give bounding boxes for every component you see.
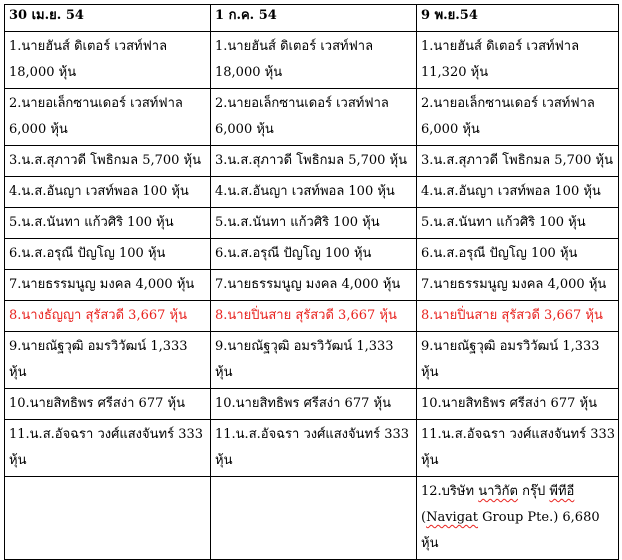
table-row: [5, 389, 619, 420]
table-cell: 7.นายธรรมนูญ มงคล 4,000 หุ้น: [5, 270, 211, 301]
table-cell: 5.น.ส.นันทา แก้วศิริ 100 หุ้น: [417, 208, 619, 239]
table-cell: 3.น.ส.สุภาวดี โพธิกมล 5,700 หุ้น: [5, 146, 211, 177]
table-cell: 7.นายธรรมนูญ มงคล 4,000 หุ้น: [417, 270, 619, 301]
spellcheck-word: นาวิกัต: [478, 484, 518, 499]
table-cell-highlighted: 8.นางธัญญา สุรัสวดี 3,667 หุ้น: [5, 301, 211, 332]
company-line2-prefix: (: [421, 510, 427, 525]
table-row: [5, 208, 619, 239]
table-row: [5, 239, 619, 270]
empty-cell: [211, 477, 417, 560]
table-cell: 6.น.ส.อรุณี ปัญโญ 100 หุ้น: [417, 239, 619, 270]
table-cell: 7.นายธรรมนูญ มงคล 4,000 หุ้น: [211, 270, 417, 301]
table-cell: 9.นายณัฐวุฒิ อมรวิวัฒน์ 1,333 หุ้น: [5, 332, 211, 389]
table-cell: 4.น.ส.อันญา เวสท์พอล 100 หุ้น: [211, 177, 417, 208]
table-row: [5, 332, 619, 389]
table-row: [5, 177, 619, 208]
table-cell: 5.น.ส.นันทา แก้วศิริ 100 หุ้น: [5, 208, 211, 239]
table-cell-highlighted: 8.นายปิ่นสาย สุรัสวดี 3,667 หุ้น: [417, 301, 619, 332]
table-cell: 5.น.ส.นันทา แก้วศิริ 100 หุ้น: [211, 208, 417, 239]
table-cell: 10.นายสิทธิพร ศรีสง่า 677 หุ้น: [211, 389, 417, 420]
table-cell: 2.นายอเล็กซานเดอร์ เวสท์ฟาล 6,000 หุ้น: [5, 89, 211, 146]
table-cell: 1.นายฮันส์ ดิเตอร์ เวสท์ฟาล 11,320 หุ้น: [417, 32, 619, 89]
table-row: [5, 32, 619, 89]
table-cell: 10.นายสิทธิพร ศรีสง่า 677 หุ้น: [5, 389, 211, 420]
table-cell: 4.น.ส.อันญา เวสท์พอล 100 หุ้น: [5, 177, 211, 208]
header-date-3: 9 พ.ย.54: [417, 5, 619, 32]
table-row: [5, 420, 619, 477]
header-date-2: 1 ก.ค. 54: [211, 5, 417, 32]
table-cell-highlighted: 8.นายปิ่นสาย สุรัสวดี 3,667 หุ้น: [211, 301, 417, 332]
empty-cell: [5, 477, 211, 560]
table-cell: 9.นายณัฐวุฒิ อมรวิวัฒน์ 1,333 หุ้น: [417, 332, 619, 389]
spellcheck-word: พีทีอี: [549, 484, 575, 499]
table-cell: 11.น.ส.อัจฉรา วงศ์แสงจันทร์ 333 หุ้น: [417, 420, 619, 477]
header-date-1: 30 เม.ย. 54: [5, 5, 211, 32]
table-row: [5, 270, 619, 301]
table-cell: 4.น.ส.อันญา เวสท์พอล 100 หุ้น: [417, 177, 619, 208]
table-row-highlighted: [5, 301, 619, 332]
company-line2-suffix: Group Pte.) 6,680 หุ้น: [421, 510, 600, 551]
shareholder-table: [4, 4, 619, 560]
table-cell: 1.นายฮันส์ ดิเตอร์ เวสท์ฟาล 18,000 หุ้น: [5, 32, 211, 89]
table-cell: 3.น.ส.สุภาวดี โพธิกมล 5,700 หุ้น: [211, 146, 417, 177]
table-cell: [417, 477, 619, 560]
table-cell: 11.น.ส.อัจฉรา วงศ์แสงจันทร์ 333 หุ้น: [5, 420, 211, 477]
table-cell: 2.นายอเล็กซานเดอร์ เวสท์ฟาล 6,000 หุ้น: [211, 89, 417, 146]
table-cell: 11.น.ส.อัจฉรา วงศ์แสงจันทร์ 333 หุ้น: [211, 420, 417, 477]
table-cell: 10.นายสิทธิพร ศรีสง่า 677 หุ้น: [417, 389, 619, 420]
header-row: [5, 5, 619, 32]
table-row: [5, 89, 619, 146]
table-cell: 6.น.ส.อรุณี ปัญโญ 100 หุ้น: [211, 239, 417, 270]
table-cell: 2.นายอเล็กซานเดอร์ เวสท์ฟาล 6,000 หุ้น: [417, 89, 619, 146]
spellcheck-word: Navigat: [426, 510, 479, 525]
table-cell: 6.น.ส.อรุณี ปัญโญ 100 หุ้น: [5, 239, 211, 270]
table-cell: 1.นายฮันส์ ดิเตอร์ เวสท์ฟาล 18,000 หุ้น: [211, 32, 417, 89]
company-line-mid: กรุ๊ป: [518, 484, 550, 499]
table-row: [5, 146, 619, 177]
table-cell: 3.น.ส.สุภาวดี โพธิกมล 5,700 หุ้น: [417, 146, 619, 177]
table-cell: 9.นายณัฐวุฒิ อมรวิวัฒน์ 1,333 หุ้น: [211, 332, 417, 389]
company-line-prefix: 12.บริษัท: [421, 484, 479, 499]
table-row-last: [5, 477, 619, 560]
